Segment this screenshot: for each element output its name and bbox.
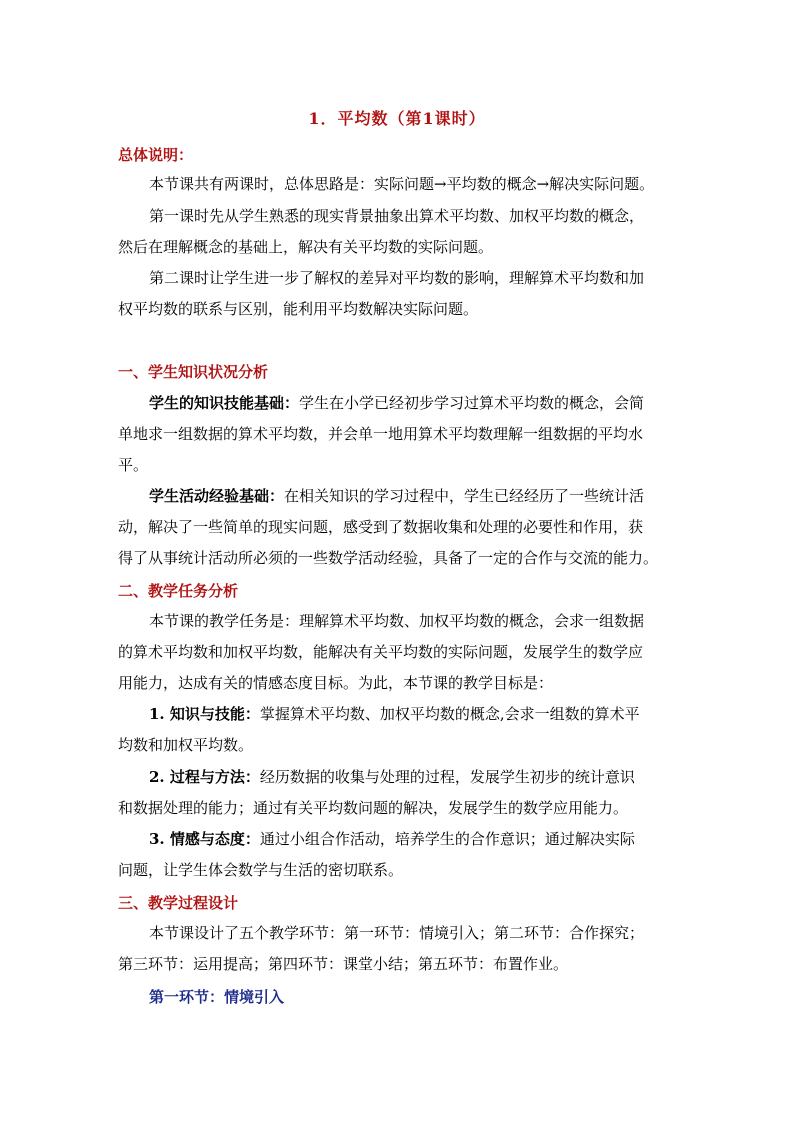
activity-text: 在相关知识的学习过程中，学生已经经历了一些统计活 [284, 487, 645, 505]
page-title: 1．平均数（第1课时） [308, 109, 486, 128]
goal-1-label: 1. 知识与技能： [149, 705, 260, 723]
section-2-heading: 二、教学任务分析 [118, 582, 239, 600]
overview-paragraph-1: 本节课共有两课时，总体思路是：实际问题→平均数的概念→解决实际问题。 [149, 175, 655, 193]
task-intro-line-3: 用能力，达成有关的情感态度目标。为此，本节课的教学目标是： [118, 674, 554, 692]
activity-paragraph-line-2: 动，解决了一些简单的现实问题，感受到了数据收集和处理的必要性和作用，获 [118, 518, 644, 536]
process-intro-line-2: 第三环节：运用提高；第四环节：课堂小结；第五环节：布置作业。 [118, 955, 569, 973]
knowledge-label: 学生的知识技能基础： [149, 394, 300, 412]
step-1-heading: 第一环节：情境引入 [149, 988, 285, 1006]
activity-label: 学生活动经验基础： [149, 487, 285, 505]
overview-paragraph-2-line-1: 第一课时先从学生熟悉的现实背景抽象出算术平均数、加权平均数的概念， [149, 207, 645, 225]
section-1-heading: 一、学生知识状况分析 [118, 363, 269, 381]
activity-paragraph-line-1 [149, 486, 679, 506]
knowledge-paragraph-line-2: 单地求一组数据的算术平均数，并会单一地用算术平均数理解一组数据的平均水 [118, 425, 644, 443]
overview-paragraph-3-line-2: 权平均数的联系与区别，能利用平均数解决实际问题。 [118, 300, 479, 318]
knowledge-paragraph-line-1 [149, 393, 679, 413]
task-intro-line-1: 本节课的教学任务是：理解算术平均数、加权平均数的概念，会求一组数据 [149, 612, 645, 630]
goal-3-line-2: 问题，让学生体会数学与生活的密切联系。 [118, 861, 404, 879]
goal-1-text: 掌握算术平均数、加权平均数的概念,会求一组数的算术平 [259, 705, 640, 723]
process-intro-line-1: 本节课设计了五个教学环节：第一环节：情境引入；第二环节：合作探究； [149, 924, 645, 942]
task-intro-line-2: 的算术平均数和加权平均数，能解决有关平均数的实际问题，发展学生的数学应 [118, 643, 644, 661]
goal-2-label: 2. 过程与方法： [149, 768, 260, 786]
goal-1-line-1 [149, 704, 679, 724]
goal-2-text: 经历数据的收集与处理的过程，发展学生初步的统计意识 [259, 768, 635, 786]
goal-3-line-1 [149, 829, 679, 849]
knowledge-paragraph-line-3: 平。 [118, 456, 149, 474]
activity-paragraph-line-3: 得了从事统计活动所必须的一些数学活动经验，具备了一定的合作与交流的能力。 [118, 549, 659, 567]
goal-2-line-2: 和数据处理的能力；通过有关平均数问题的解决，发展学生的数学应用能力。 [118, 799, 629, 817]
overview-paragraph-2-line-2: 然后在理解概念的基础上，解决有关平均数的实际问题。 [118, 238, 494, 256]
knowledge-text: 学生在小学已经初步学习过算术平均数的概念，会简 [299, 394, 645, 412]
overview-heading: 总体说明： [118, 146, 194, 164]
goal-3-label: 3. 情感与态度： [149, 830, 260, 848]
goal-1-line-2: 均数和加权平均数。 [118, 736, 254, 754]
goal-2-line-1 [149, 767, 679, 787]
overview-paragraph-3-line-1: 第二课时让学生进一步了解权的差异对平均数的影响，理解算术平均数和加 [149, 269, 645, 287]
goal-3-text: 通过小组合作活动，培养学生的合作意识；通过解决实际 [259, 830, 635, 848]
section-3-heading: 三、教学过程设计 [118, 894, 239, 912]
